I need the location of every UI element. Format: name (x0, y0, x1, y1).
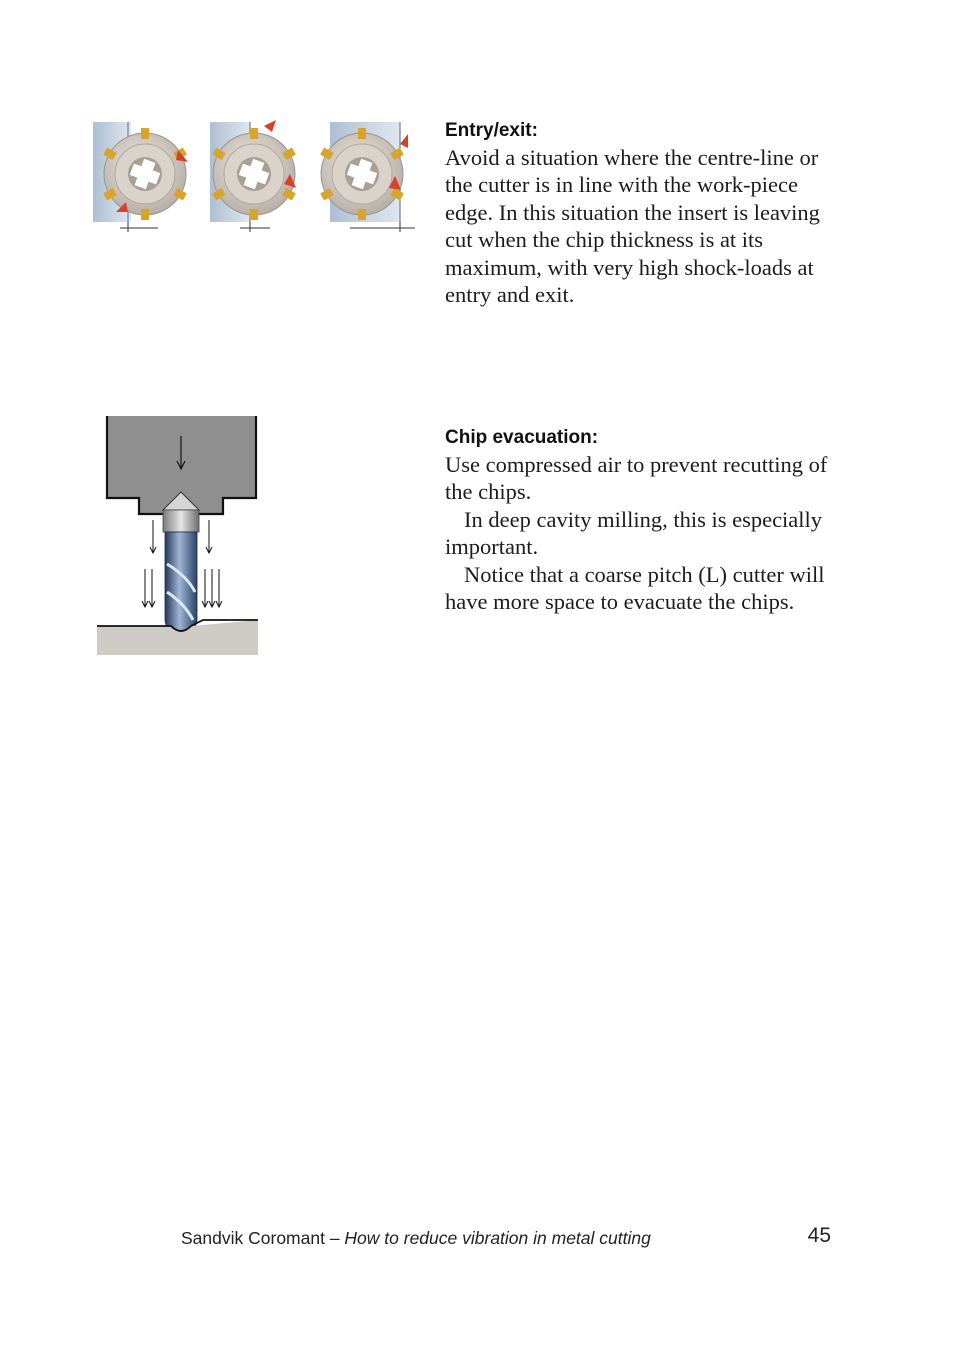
cutter-position-1 (93, 122, 188, 232)
footer-publisher: Sandvik Coromant – (181, 1228, 345, 1248)
footer-title: How to reduce vibration in metal cutting (344, 1228, 651, 1248)
footer-credit (181, 1228, 651, 1249)
chip-evacuation-paragraph-2: In deep cavity milling, this is especially important. (445, 506, 823, 560)
page-number: 45 (807, 1224, 831, 1247)
chip-evacuation-figure (95, 414, 261, 656)
entry-exit-paragraph: Avoid a situation where the centre-line or the cutter is in line with the work-piece edge. In this situation the insert is leaving cut when the chip thickness is at its maximum, with very high shock-loads at entry and exit. (445, 145, 820, 308)
entry-exit-section (445, 118, 845, 308)
entry-exit-figure (90, 104, 425, 252)
entry-exit-heading: Entry/exit: (445, 120, 538, 141)
chip-evacuation-section (445, 425, 845, 615)
cutter-position-2 (210, 120, 296, 232)
cutter-position-3 (320, 122, 415, 232)
chip-evacuation-paragraph-1: Use compressed air to prevent recutting of the chips. (445, 452, 828, 505)
page-footer (181, 1224, 831, 1254)
chip-evacuation-paragraph-3: Notice that a coarse pitch (L) cutter will have more space to evacuate the chips. (445, 561, 825, 615)
chip-evacuation-heading: Chip evacuation: (445, 427, 599, 448)
